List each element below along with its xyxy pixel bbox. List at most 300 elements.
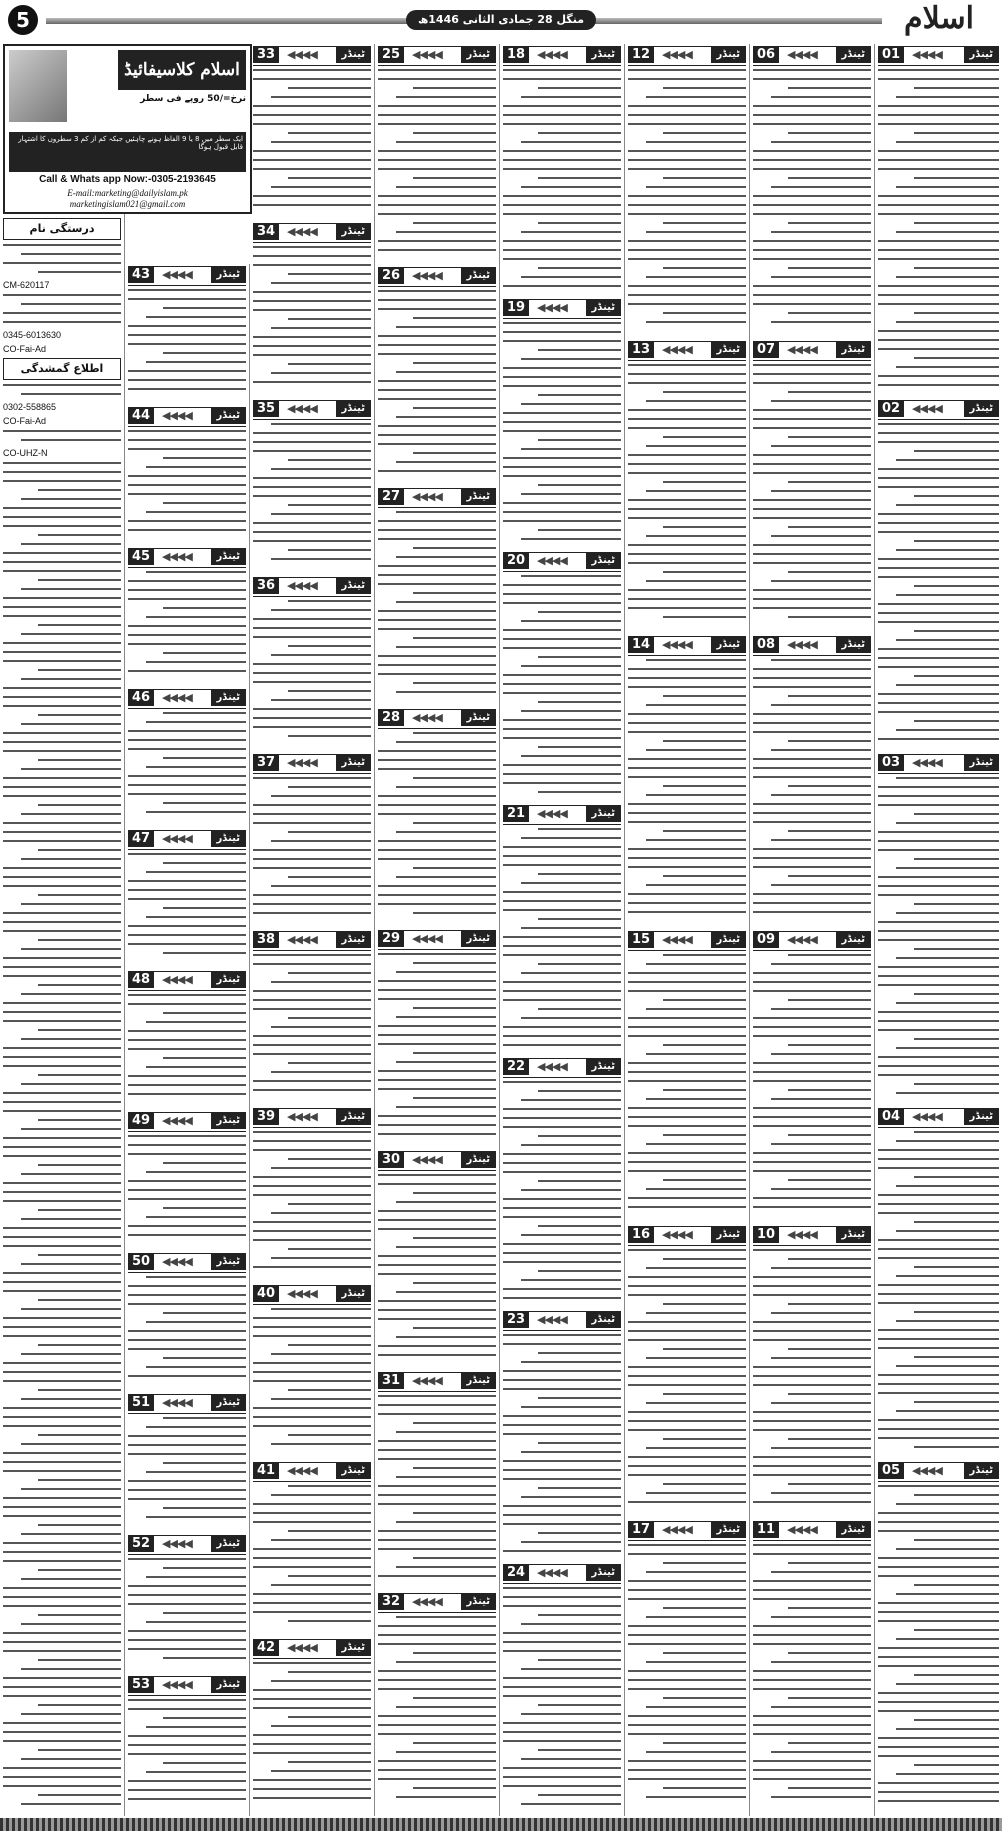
text-line bbox=[646, 1616, 746, 1618]
ad-body-text bbox=[253, 1308, 371, 1445]
text-line bbox=[503, 331, 621, 333]
text-line bbox=[503, 1785, 621, 1787]
text-line bbox=[413, 222, 496, 224]
tender-tag: ٹینڈر bbox=[711, 342, 746, 358]
tender-ad bbox=[503, 1311, 621, 1562]
text-line bbox=[128, 994, 246, 996]
ads-column-1 bbox=[125, 264, 250, 1816]
text-line bbox=[396, 741, 496, 743]
text-line bbox=[128, 430, 246, 432]
text-line bbox=[628, 1580, 746, 1582]
text-line bbox=[253, 1140, 371, 1142]
text-line bbox=[753, 1553, 871, 1555]
text-line bbox=[771, 1402, 871, 1404]
classified-email: E-mail:marketing@dailyislam.pk bbox=[67, 188, 188, 198]
tender-ad bbox=[878, 400, 999, 752]
text-line bbox=[396, 1201, 496, 1203]
text-line bbox=[521, 1361, 621, 1363]
text-line bbox=[753, 1465, 871, 1467]
text-line bbox=[538, 611, 621, 613]
ad-body-text bbox=[253, 69, 371, 206]
text-line bbox=[663, 1303, 746, 1305]
text-line bbox=[663, 1348, 746, 1350]
correction-notice-title: درستگی نام bbox=[3, 218, 121, 240]
text-line bbox=[788, 1393, 871, 1395]
tender-ad bbox=[128, 1253, 246, 1392]
text-line bbox=[38, 1029, 121, 1031]
text-line bbox=[878, 339, 999, 341]
text-line bbox=[128, 1453, 246, 1455]
text-line bbox=[896, 186, 999, 188]
text-line bbox=[646, 839, 746, 841]
tender-ad-header bbox=[503, 1058, 621, 1078]
text-line bbox=[3, 1290, 121, 1292]
text-line bbox=[896, 1275, 999, 1277]
text-line bbox=[753, 409, 871, 411]
text-line bbox=[3, 1767, 121, 1769]
tender-ad bbox=[503, 1564, 621, 1815]
ad-number: 41 bbox=[253, 1463, 279, 1479]
text-line bbox=[771, 535, 871, 537]
text-line bbox=[878, 1056, 999, 1058]
text-line bbox=[3, 867, 121, 869]
text-line bbox=[538, 222, 621, 224]
text-line bbox=[753, 1760, 871, 1762]
text-line bbox=[378, 1733, 496, 1735]
text-line bbox=[128, 1234, 246, 1236]
text-line bbox=[128, 1198, 246, 1200]
text-line bbox=[503, 728, 621, 730]
text-line bbox=[753, 911, 871, 913]
text-line bbox=[878, 576, 999, 578]
ad-number: 32 bbox=[378, 1594, 404, 1610]
text-line bbox=[378, 538, 496, 540]
text-line bbox=[753, 1688, 871, 1690]
text-line bbox=[3, 1776, 121, 1778]
arrow-icon: ◀◀◀◀ bbox=[537, 807, 567, 820]
text-line bbox=[753, 78, 871, 80]
lost-notice-title: اطلاع گمشدگی bbox=[3, 358, 121, 380]
text-line bbox=[3, 1236, 121, 1238]
text-line bbox=[253, 999, 371, 1001]
text-line bbox=[128, 289, 246, 291]
text-line bbox=[163, 457, 246, 459]
text-line bbox=[753, 454, 871, 456]
text-line bbox=[3, 1056, 121, 1058]
text-line bbox=[378, 520, 496, 522]
text-line bbox=[253, 1266, 371, 1268]
arrow-icon: ◀◀◀◀ bbox=[662, 343, 692, 356]
text-line bbox=[128, 643, 246, 645]
text-line bbox=[503, 990, 621, 992]
text-line bbox=[896, 231, 999, 233]
text-line bbox=[753, 1474, 871, 1476]
arrow-icon: ◀◀◀◀ bbox=[662, 48, 692, 61]
text-line bbox=[914, 1176, 999, 1178]
text-line bbox=[521, 448, 621, 450]
tender-tag: ٹینڈر bbox=[461, 1373, 496, 1389]
text-line bbox=[521, 1623, 621, 1625]
text-line bbox=[914, 357, 999, 359]
text-line bbox=[628, 1760, 746, 1762]
text-line bbox=[538, 1614, 621, 1616]
text-line bbox=[628, 713, 746, 715]
ad-body-text bbox=[503, 828, 621, 1046]
text-line bbox=[788, 1697, 871, 1699]
text-line bbox=[378, 804, 496, 806]
text-line bbox=[628, 1080, 746, 1082]
ad-number: 42 bbox=[253, 1640, 279, 1656]
text-line bbox=[128, 1180, 246, 1182]
text-line bbox=[396, 556, 496, 558]
text-line bbox=[378, 290, 496, 292]
text-line bbox=[3, 1515, 121, 1517]
tender-ad bbox=[878, 754, 999, 1106]
tender-ad-header bbox=[628, 46, 746, 66]
text-line bbox=[503, 764, 621, 766]
text-line bbox=[878, 795, 999, 797]
text-line bbox=[253, 246, 371, 248]
tender-ad bbox=[253, 931, 371, 1106]
text-line bbox=[378, 980, 496, 982]
text-line bbox=[253, 441, 371, 443]
text-line bbox=[646, 1571, 746, 1573]
tender-tag: ٹینڈر bbox=[211, 1113, 246, 1129]
text-line bbox=[163, 1312, 246, 1314]
text-line bbox=[3, 1155, 121, 1157]
tender-ad-header bbox=[878, 1462, 999, 1482]
text-line bbox=[788, 132, 871, 134]
ad-body-text bbox=[628, 364, 746, 618]
tender-tag: ٹینڈر bbox=[711, 637, 746, 653]
tender-tag: ٹینڈر bbox=[336, 755, 371, 771]
text-line bbox=[396, 1566, 496, 1568]
text-line bbox=[628, 562, 746, 564]
text-line bbox=[253, 1044, 371, 1046]
text-line bbox=[753, 893, 871, 895]
text-line bbox=[878, 1692, 999, 1694]
text-line bbox=[788, 1348, 871, 1350]
text-line bbox=[396, 1061, 496, 1063]
text-line bbox=[753, 499, 871, 501]
text-line bbox=[878, 204, 999, 206]
text-line bbox=[628, 1206, 746, 1208]
text-line bbox=[378, 574, 496, 576]
text-line bbox=[146, 1576, 246, 1578]
text-line bbox=[753, 1769, 871, 1771]
text-line bbox=[646, 1267, 746, 1269]
ads-column-4 bbox=[500, 44, 625, 1816]
text-line bbox=[413, 452, 496, 454]
text-line bbox=[503, 1686, 621, 1688]
text-line bbox=[253, 204, 371, 206]
text-line bbox=[646, 1492, 746, 1494]
text-line bbox=[3, 912, 121, 914]
arrow-icon: ◀◀◀◀ bbox=[662, 933, 692, 946]
arrow-icon: ◀◀◀◀ bbox=[412, 1595, 442, 1608]
text-line bbox=[3, 1461, 121, 1463]
text-line bbox=[753, 1366, 871, 1368]
text-line bbox=[753, 1026, 871, 1028]
text-line bbox=[878, 648, 999, 650]
text-line bbox=[271, 1071, 371, 1073]
text-line bbox=[253, 1512, 371, 1514]
text-line bbox=[253, 1362, 371, 1364]
text-line bbox=[163, 1417, 246, 1419]
text-line bbox=[503, 466, 621, 468]
text-line bbox=[788, 695, 871, 697]
text-line bbox=[896, 1638, 999, 1640]
ad-body-text bbox=[753, 954, 871, 1208]
text-line bbox=[3, 1416, 121, 1418]
arrow-icon: ◀◀◀◀ bbox=[787, 1228, 817, 1241]
tender-tag: ٹینڈر bbox=[836, 342, 871, 358]
text-line bbox=[628, 1321, 746, 1323]
tender-ad bbox=[128, 548, 246, 687]
text-line bbox=[753, 677, 871, 679]
ad-number: 47 bbox=[128, 831, 154, 847]
text-line bbox=[663, 999, 746, 1001]
text-line bbox=[753, 1330, 871, 1332]
tender-ad bbox=[503, 552, 621, 803]
text-line bbox=[503, 1081, 621, 1083]
text-line bbox=[378, 989, 496, 991]
text-line bbox=[628, 472, 746, 474]
text-line bbox=[413, 1007, 496, 1009]
text-line bbox=[503, 1261, 621, 1263]
issue-date: منگل 28 جمادی الثانی 1446ھ مطابق 31 دسمبر 2024ء bbox=[406, 10, 596, 30]
text-line bbox=[253, 963, 371, 965]
text-line bbox=[753, 776, 871, 778]
text-line bbox=[878, 738, 999, 740]
text-line bbox=[253, 813, 371, 815]
ad-number: 02 bbox=[878, 401, 904, 417]
text-line bbox=[38, 1434, 121, 1436]
text-line bbox=[3, 1731, 121, 1733]
text-line bbox=[914, 1221, 999, 1223]
tender-tag: ٹینڈر bbox=[211, 267, 246, 283]
text-line bbox=[413, 822, 496, 824]
text-line bbox=[878, 1392, 999, 1394]
text-line bbox=[128, 370, 246, 372]
text-line bbox=[521, 1541, 621, 1543]
text-line bbox=[878, 831, 999, 833]
text-line bbox=[628, 105, 746, 107]
text-line bbox=[538, 1442, 621, 1444]
text-line bbox=[914, 132, 999, 134]
text-line bbox=[646, 231, 746, 233]
tender-ad bbox=[503, 299, 621, 550]
text-line bbox=[753, 1170, 871, 1172]
tender-ad-header bbox=[253, 931, 371, 951]
text-line bbox=[163, 352, 246, 354]
text-line bbox=[521, 186, 621, 188]
text-line bbox=[503, 1044, 621, 1046]
ad-number: 34 bbox=[253, 224, 279, 240]
text-line bbox=[21, 1083, 121, 1085]
text-line bbox=[378, 1043, 496, 1045]
ad-body-text bbox=[503, 322, 621, 540]
text-line bbox=[288, 363, 371, 365]
text-line bbox=[378, 664, 496, 666]
text-line bbox=[128, 388, 246, 390]
text-line bbox=[878, 294, 999, 296]
text-line bbox=[253, 1503, 371, 1505]
text-line bbox=[663, 222, 746, 224]
text-line bbox=[21, 1218, 121, 1220]
text-line bbox=[503, 954, 621, 956]
text-line bbox=[128, 625, 246, 627]
text-line bbox=[663, 1562, 746, 1564]
text-line bbox=[896, 321, 999, 323]
text-line bbox=[753, 1197, 871, 1199]
text-line bbox=[378, 1395, 496, 1397]
text-line bbox=[253, 1734, 371, 1736]
text-line bbox=[878, 1419, 999, 1421]
text-line bbox=[878, 531, 999, 533]
ad-body-text bbox=[628, 1249, 746, 1503]
text-line bbox=[663, 87, 746, 89]
ad-body-text bbox=[128, 1135, 246, 1236]
text-line bbox=[503, 782, 621, 784]
text-line bbox=[3, 705, 121, 707]
text-line bbox=[38, 984, 121, 986]
text-line bbox=[753, 866, 871, 868]
text-line bbox=[288, 1575, 371, 1577]
text-line bbox=[378, 1548, 496, 1550]
text-line bbox=[378, 1219, 496, 1221]
text-line bbox=[3, 876, 121, 878]
text-line bbox=[253, 1371, 371, 1373]
text-line bbox=[503, 1171, 621, 1173]
text-line bbox=[628, 508, 746, 510]
ad-number: 46 bbox=[128, 690, 154, 706]
text-line bbox=[288, 1620, 371, 1622]
text-line bbox=[38, 894, 121, 896]
text-line bbox=[771, 580, 871, 582]
text-line bbox=[914, 540, 999, 542]
text-line bbox=[503, 114, 621, 116]
text-line bbox=[3, 1587, 121, 1589]
ad-number: 53 bbox=[128, 1677, 154, 1693]
text-line bbox=[21, 1488, 121, 1490]
text-line bbox=[663, 1089, 746, 1091]
text-line bbox=[646, 1053, 746, 1055]
text-line bbox=[788, 481, 871, 483]
text-line bbox=[753, 1733, 871, 1735]
text-line bbox=[21, 1263, 121, 1265]
text-line bbox=[288, 273, 371, 275]
text-line bbox=[646, 794, 746, 796]
text-line bbox=[288, 1344, 371, 1346]
text-line bbox=[753, 159, 871, 161]
text-line bbox=[21, 1308, 121, 1310]
text-line bbox=[628, 1501, 746, 1503]
text-line bbox=[646, 321, 746, 323]
text-line bbox=[38, 1524, 121, 1526]
text-line bbox=[378, 1634, 496, 1636]
text-line bbox=[396, 371, 496, 373]
tender-ad-header bbox=[253, 223, 371, 243]
text-line bbox=[163, 502, 246, 504]
arrow-icon: ◀◀◀◀ bbox=[537, 301, 567, 314]
text-line bbox=[503, 1297, 621, 1299]
arrow-icon: ◀◀◀◀ bbox=[412, 269, 442, 282]
text-line bbox=[521, 1279, 621, 1281]
text-line bbox=[503, 105, 621, 107]
tender-tag: ٹینڈر bbox=[586, 1312, 621, 1328]
text-line bbox=[503, 258, 621, 260]
text-line bbox=[521, 710, 621, 712]
text-line bbox=[3, 921, 121, 923]
tender-tag: ٹینڈر bbox=[711, 47, 746, 63]
text-line bbox=[378, 894, 496, 896]
text-line bbox=[771, 1053, 871, 1055]
arrow-icon: ◀◀◀◀ bbox=[787, 933, 817, 946]
text-line bbox=[878, 1257, 999, 1259]
text-line bbox=[753, 294, 871, 296]
text-line bbox=[503, 1216, 621, 1218]
text-line bbox=[753, 607, 871, 609]
text-line bbox=[3, 750, 121, 752]
text-line bbox=[878, 786, 999, 788]
text-line bbox=[896, 777, 999, 779]
text-line bbox=[878, 1710, 999, 1712]
arrow-icon: ◀◀◀◀ bbox=[287, 402, 317, 415]
text-line bbox=[378, 628, 496, 630]
text-line bbox=[521, 1713, 621, 1715]
text-line bbox=[253, 123, 371, 125]
tender-ad-header bbox=[503, 46, 621, 66]
arrow-icon: ◀◀◀◀ bbox=[412, 932, 442, 945]
text-line bbox=[753, 105, 871, 107]
text-line bbox=[253, 1131, 371, 1133]
text-line bbox=[878, 1347, 999, 1349]
newspaper-logo: اسلام bbox=[904, 1, 974, 36]
text-line bbox=[628, 990, 746, 992]
text-line bbox=[378, 249, 496, 251]
arrow-icon: ◀◀◀◀ bbox=[787, 638, 817, 651]
text-line bbox=[914, 495, 999, 497]
tender-ad-header bbox=[128, 1253, 246, 1273]
classified-phone: Call & Whats app Now:-0305-2193645 bbox=[39, 174, 216, 185]
tender-tag: ٹینڈر bbox=[461, 1594, 496, 1610]
text-line bbox=[271, 1398, 371, 1400]
ad-body-text bbox=[378, 290, 496, 472]
text-line bbox=[288, 549, 371, 551]
text-line bbox=[878, 1302, 999, 1304]
text-line bbox=[753, 258, 871, 260]
text-line bbox=[3, 1011, 121, 1013]
text-line bbox=[288, 1716, 371, 1718]
text-line bbox=[396, 1751, 496, 1753]
text-line bbox=[253, 159, 371, 161]
text-line bbox=[413, 912, 496, 914]
text-line bbox=[128, 1225, 246, 1227]
text-line bbox=[146, 1321, 246, 1323]
text-line bbox=[3, 885, 121, 887]
text-line bbox=[878, 1566, 999, 1568]
text-line bbox=[503, 1641, 621, 1643]
text-line bbox=[646, 1796, 746, 1798]
text-line bbox=[646, 1402, 746, 1404]
tender-tag: ٹینڈر bbox=[836, 932, 871, 948]
text-line bbox=[878, 939, 999, 941]
text-line bbox=[3, 831, 121, 833]
text-line bbox=[503, 602, 621, 604]
text-line bbox=[146, 661, 246, 663]
tender-ad bbox=[128, 407, 246, 546]
